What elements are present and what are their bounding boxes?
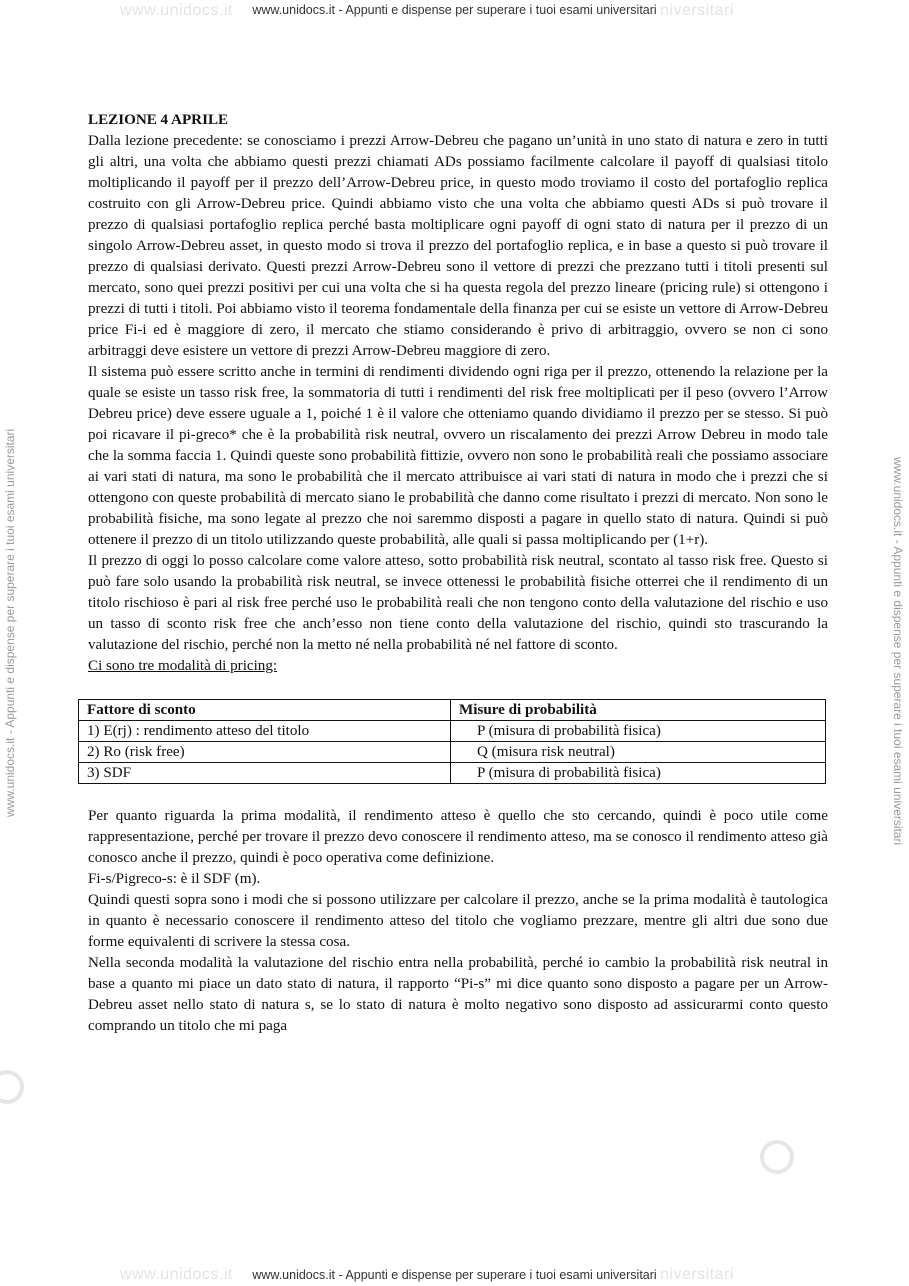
table-header-row	[79, 700, 826, 721]
table-cell: 3) SDF	[79, 763, 451, 784]
side-watermark-right: www.unidocs.it - Appunti e dispense per superare i tuoi esami universitari	[891, 457, 905, 846]
table-header: Misure di probabilità	[451, 700, 826, 721]
paragraph: Fi-s/Pigreco-s: è il SDF (m).	[88, 871, 261, 887]
table-cell: P (misura di probabilità fisica)	[451, 763, 826, 784]
table-cell: 1) E(rj) : rendimento atteso del titolo	[79, 721, 451, 742]
table-cell: P (misura di probabilità fisica)	[451, 721, 826, 742]
table-row	[79, 721, 826, 742]
pricing-intro: Ci sono tre modalità di pricing:	[88, 658, 278, 674]
watermark-ghost: www.unidocs.it	[120, 2, 233, 19]
table-header: Fattore di sconto	[79, 700, 451, 721]
paragraph: Nella seconda modalità la valutazione del rischio entra nella probabilità, perché io cambio la probabilità risk neutral in base a quanto mi piace un dato stato di natura, il rapporto “Pi-s” mi dice quanto sono disposto a pagare per un Arrow-Debreu asset nello stato di natura s, se lo stato di natura è molto negativo sono disposto ad assicurarmi conto questo comprando un titolo che mi paga	[88, 955, 828, 1034]
watermark-ghost: www.unidocs.it	[120, 1266, 233, 1283]
watermark-ghost: niversitari	[660, 1266, 734, 1283]
paragraph: Dalla lezione precedente: se conosciamo i prezzi Arrow-Debreu che pagano un’unità in uno stato di natura e zero in tutti gli altri, una volta che abbiamo questi prezzi chiamati ADs possiamo facilmente calcolare il payoff di qualsiasi titolo moltiplicando il payoff per il prezzo dell’Arrow-Debreu price, in questo modo troviamo il costo del portafoglio replica costruito con gli Arrow-Debreu price. Quindi abbiamo visto che una volta che abbiamo questi ADs si può trovare il prezzo di qualsiasi portafoglio replica perché basta moltiplicare ogni payoff di ogni stato di natura per il prezzo di un singolo Arrow-Debreu asset, in questo modo si trova il prezzo del portafoglio replica, e in base a questo si può trovare il prezzo di qualsiasi derivato. Questi prezzi Arrow-Debreu sono il vettore di prezzi che prezzano tutti i titoli presenti sul mercato, sono quei prezzi positivi per cui una volta che si ha questa regola del prezzo lineare (pricing rule) si ottengono i prezzi di tutti i titoli. Poi abbiamo visto il teorema fondamentale della finanza per cui se esiste un vettore di Arrow-Debreu price Fi-i ed è maggiore di zero, il mercato che stiamo considerando è privo di arbitraggio, ovvero se non ci sono arbitraggi deve esistere un vettore di prezzi Arrow-Debreu maggiore di zero.	[88, 133, 828, 359]
page-title: LEZIONE 4 APRILE	[88, 112, 229, 128]
table-row	[79, 742, 826, 763]
paragraph: Per quanto riguarda la prima modalità, il rendimento atteso è quello che sto cercando, quindi è poco utile come rappresentazione, perché per trovare il prezzo devo conoscere il rendimento atteso, ma se conosco il rendimento atteso già conosco anche il prezzo, quindi è poco operativa come definizione.	[88, 808, 828, 866]
watermark-logo-icon	[0, 1070, 24, 1104]
watermark-logo-icon	[760, 1140, 794, 1174]
side-watermark-left: www.unidocs.it - Appunti e dispense per superare i tuoi esami universitari	[3, 428, 17, 817]
table-cell: Q (misura risk neutral)	[451, 742, 826, 763]
header-banner[interactable]: www.unidocs.it - Appunti e dispense per superare i tuoi esami universitari	[252, 3, 657, 17]
pricing-table	[78, 699, 826, 784]
watermark-ghost: niversitari	[660, 2, 734, 19]
table-row	[79, 763, 826, 784]
document-body	[88, 110, 828, 1037]
paragraph: Il prezzo di oggi lo posso calcolare come valore atteso, sotto probabilità risk neutral, scontato al tasso risk free. Questo si può fare solo usando la probabilità risk neutral, se invece ottenessi le probabilità fisiche otterrei che il rendimento di un titolo rischioso è pari al risk free perché uso le probabilità reali che non tengono conto della valutazione del rischio e uso un tasso di sconto risk free che anch’esso non tiene conto della valutazione del rischio, quindi sto trascurando la valutazione del rischio, perché non la metto né nella probabilità né nel fattore di sconto.	[88, 553, 828, 653]
spacer	[88, 784, 828, 806]
table-cell: 2) Ro (risk free)	[79, 742, 451, 763]
paragraph: Il sistema può essere scritto anche in termini di rendimenti dividendo ogni riga per il prezzo, ottenendo la relazione per la quale se esiste un tasso risk free, la sommatoria di tutti i rendimenti del risk free moltiplicati per il peso (ovvero l’Arrow Debreu price) deve essere uguale a 1, poiché 1 è il valore che otteniamo quando dividiamo il prezzo per se stesso. Si può poi ricavare il pi-greco* che è la probabilità risk neutral, ovvero un riscalamento dei prezzi Arrow Debreu in modo tale che la somma faccia 1. Quindi queste sono probabilità fittizie, ovvero non sono le probabilità reali che possiamo associare ai vari stati di natura, ma sono le probabilità che il mercato attribuisce ai vari stati di natura in modo che i prezzi che si ottengono con queste probabilità di mercato siano le probabilità che danno come risultato i prezzi di mercato. Non sono le probabilità fisiche, ma sono legate al prezzo che noi saremmo disposti a pagare in quello stato di natura. Quindi si può ottenere il prezzo di un titolo utilizzando queste probabilità, alle quali si passa moltiplicando per (1+r).	[88, 364, 828, 548]
footer-banner[interactable]: www.unidocs.it - Appunti e dispense per superare i tuoi esami universitari	[252, 1268, 657, 1282]
paragraph: Quindi questi sopra sono i modi che si possono utilizzare per calcolare il prezzo, anche se la prima modalità è tautologica in quanto è necessario conoscere il rendimento atteso del titolo che vogliamo prezzare, mentre gli altri due sono due forme equivalenti di scrivere la stessa cosa.	[88, 892, 828, 950]
